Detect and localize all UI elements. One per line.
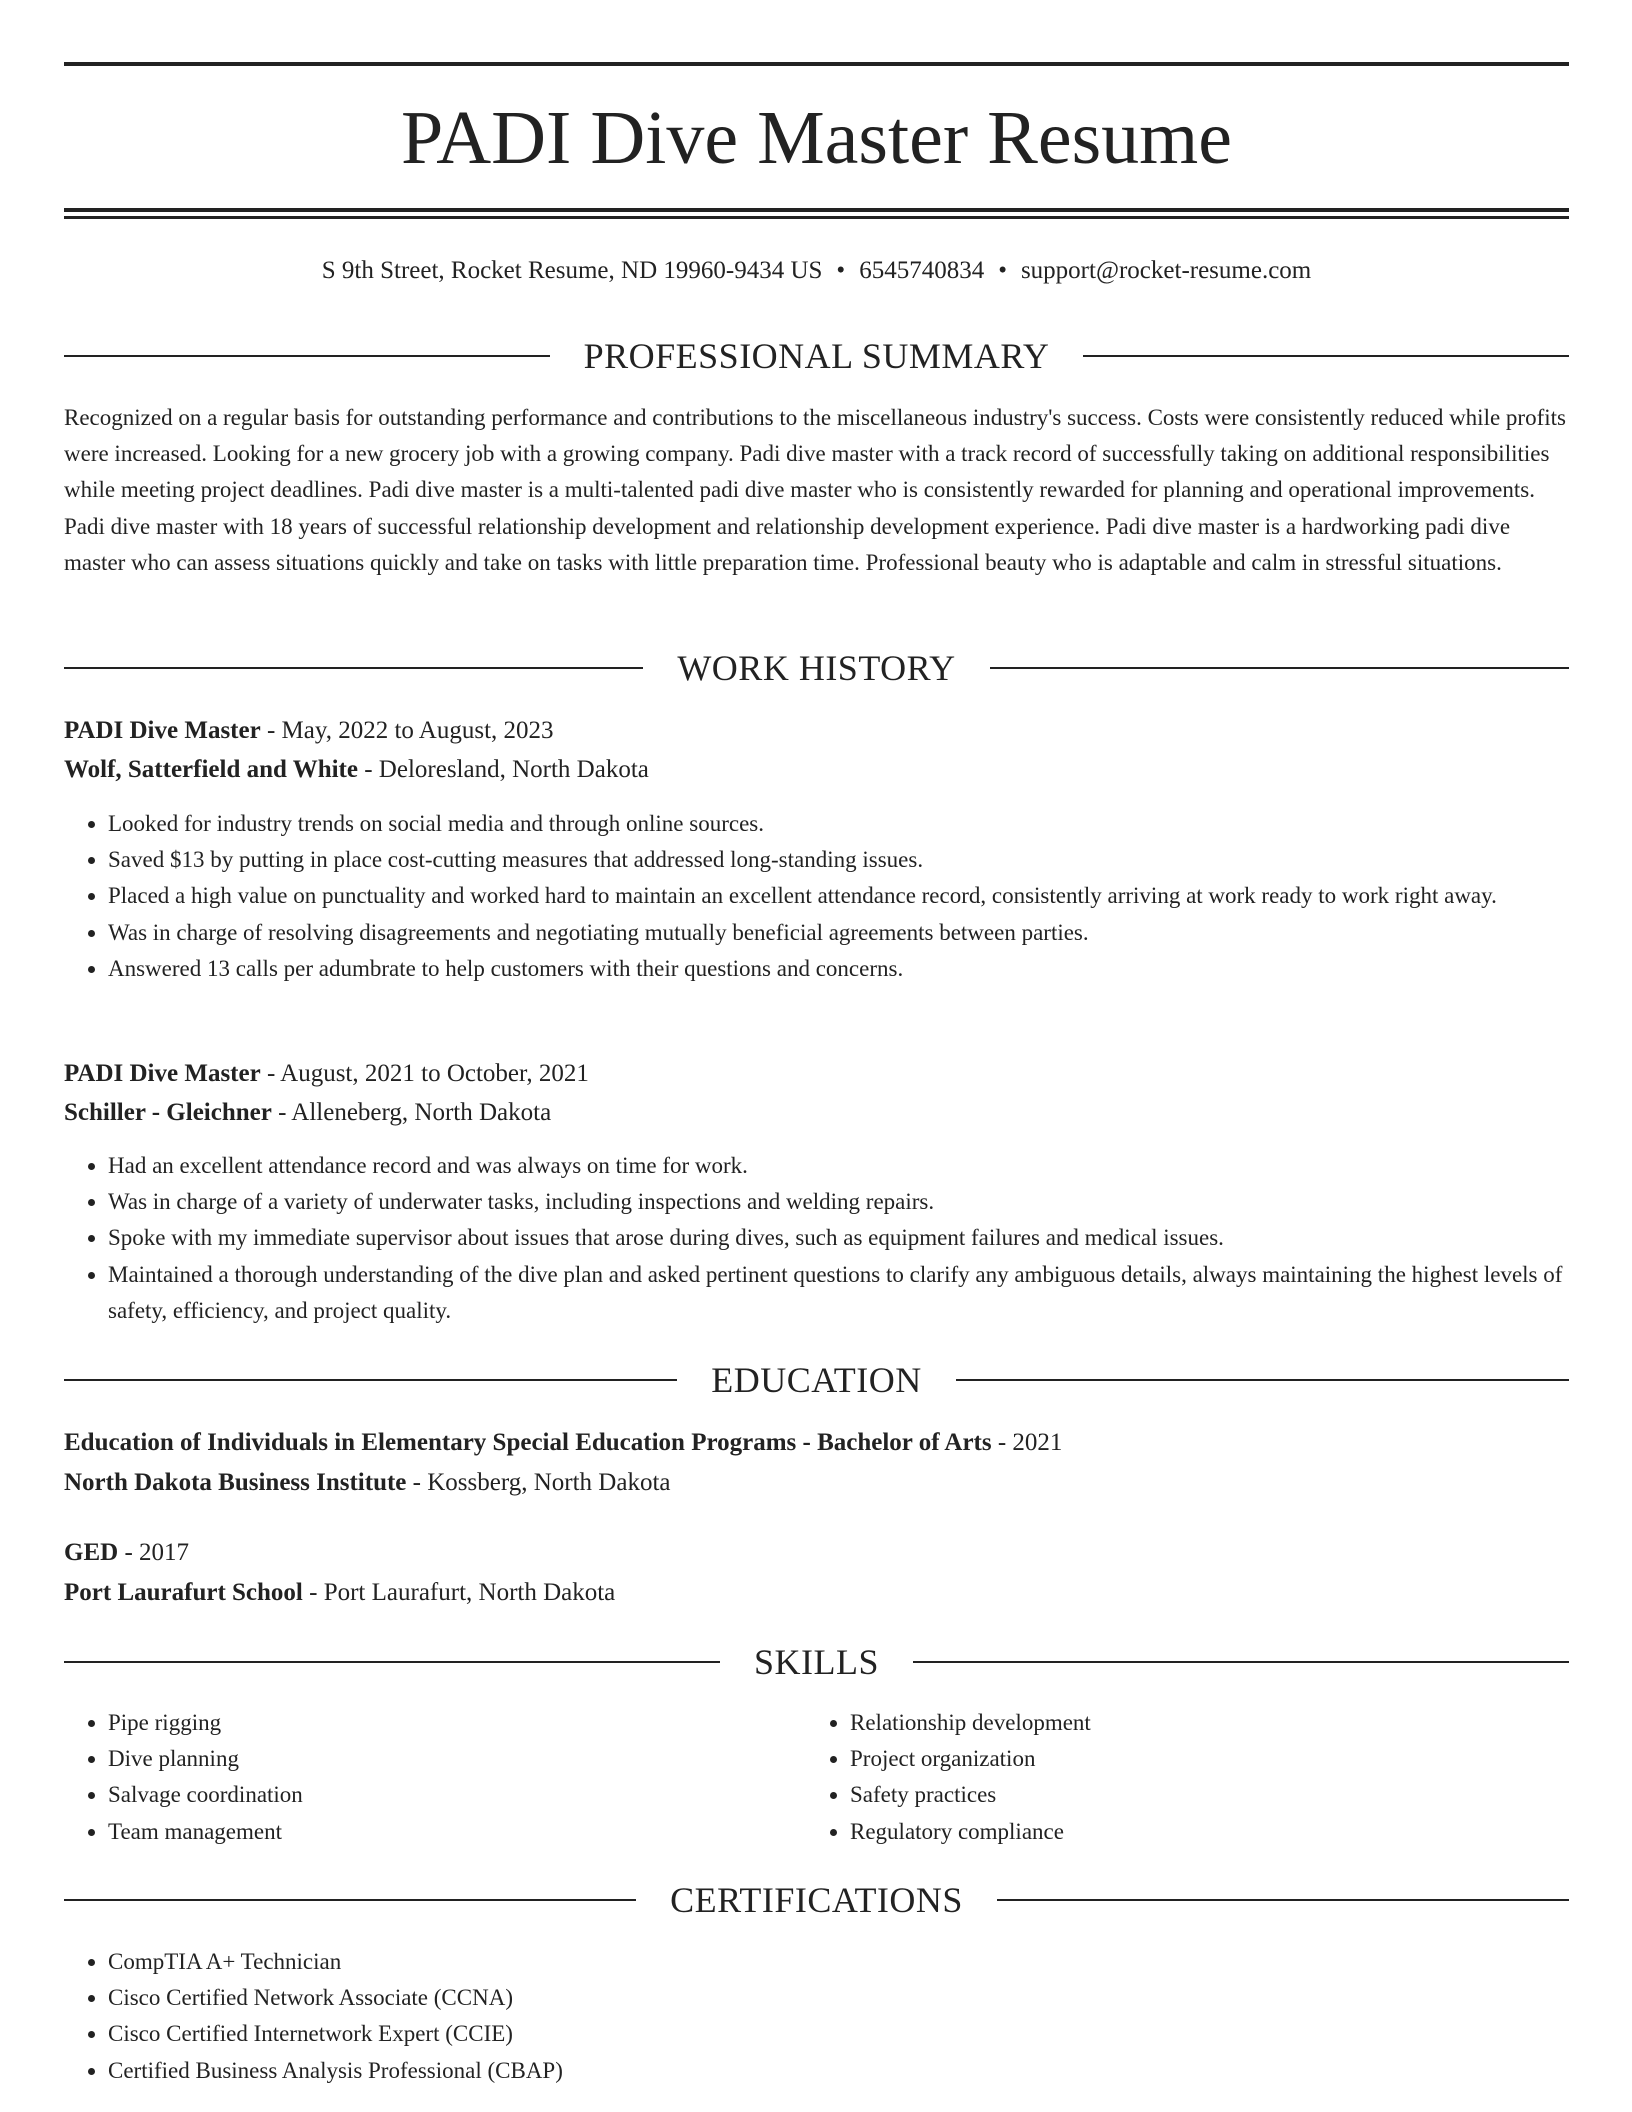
education-school: Port Laurafurt School: [64, 1579, 303, 1606]
list-item: • Was in charge of resolving disagreements and negotiating mutually beneficial agreements between parties.: [108, 915, 1569, 951]
education-school-line: [64, 1576, 1569, 1610]
summary-text: Recognized on a regular basis for outstanding performance and contributions to the miscellaneous industry's success. Costs were consistently reduced while profits were increased. Looking for a new grocery job with a growing company. Padi dive master with a track record of successfully taking on additional responsibilities while meeting project deadlines. Padi dive master is a multi-talented padi dive master who is consistently rewarded for planning and operational improvements. Padi dive master with 18 years of successful relationship development and relationship development experience. Padi dive master is a hardworking padi dive master who can assess situations quickly and take on tasks with little preparation time. Professional beauty who is adaptable and calm in stressful situations.: [64, 405, 1566, 575]
skill-item: • Pipe rigging: [108, 1705, 764, 1741]
job-company-line: [64, 753, 1569, 787]
section-heading-certifications: [64, 1878, 1569, 1922]
certification-item: • CompTIA A+ Technician: [108, 1944, 1569, 1980]
section-rule-left: [64, 1899, 636, 1901]
section-title: WORK HISTORY: [677, 648, 956, 688]
header-double-rule-upper: [64, 208, 1569, 212]
header-double-rule-lower: [64, 216, 1569, 219]
job-company: Wolf, Satterfield and White: [64, 756, 358, 783]
education-degree: Education of Individuals in Elementary Special Education Programs - Bachelor of Arts: [64, 1429, 992, 1456]
list-item: • Placed a high value on punctuality and worked hard to maintain an excellent attendance record, consistently arriving at work ready to work right away.: [108, 878, 1569, 914]
job-title: PADI Dive Master: [64, 717, 261, 744]
section-rule-right: [1083, 355, 1569, 357]
section-rule-left: [64, 1379, 677, 1381]
section-rule-right: [997, 1899, 1569, 1901]
page-title: PADI Dive Master Resume: [401, 96, 1232, 180]
section-rule-right: [990, 667, 1569, 669]
education-school: North Dakota Business Institute: [64, 1469, 407, 1496]
section-heading-education: [64, 1358, 1569, 1402]
section-rule-left: [64, 1661, 720, 1663]
section-title: EDUCATION: [711, 1360, 922, 1400]
list-item: • Had an excellent attendance record and was always on time for work.: [108, 1148, 1569, 1184]
list-item: • Maintained a thorough understanding of the dive plan and asked pertinent questions to clarify any ambiguous details, always maintaining the highest levels of safety, efficiency, and project quality.: [108, 1257, 1569, 1329]
list-item: • Answered 13 calls per adumbrate to help customers with their questions and concerns.: [108, 951, 1569, 987]
education-degree: GED: [64, 1539, 119, 1566]
section-heading-skills: [64, 1640, 1569, 1684]
skill-item: • Regulatory compliance: [850, 1814, 1506, 1850]
job-bullets: [64, 806, 1569, 987]
job-company-line: [64, 1096, 1569, 1130]
education-location: - Port Laurafurt, North Dakota: [302, 1579, 616, 1606]
skill-item: • Project organization: [850, 1741, 1506, 1777]
section-rule-right: [956, 1379, 1569, 1381]
section-title: CERTIFICATIONS: [670, 1880, 963, 1920]
education-year: - 2017: [118, 1539, 190, 1566]
list-item: • Was in charge of a variety of underwater tasks, including inspections and welding repairs.: [108, 1184, 1569, 1220]
job-title: PADI Dive Master: [64, 1060, 261, 1087]
skill-item: • Team management: [108, 1814, 764, 1850]
section-title: PROFESSIONAL SUMMARY: [583, 336, 1050, 376]
skills-list-right: [806, 1705, 1506, 1850]
list-item: • Spoke with my immediate supervisor about issues that arose during dives, such as equipment failures and medical issues.: [108, 1220, 1569, 1256]
education-degree-line: [64, 1536, 1569, 1570]
job-dates: - May, 2022 to August, 2023: [260, 717, 554, 744]
education-degree-line: [64, 1426, 1569, 1460]
header-top-rule: [64, 62, 1569, 66]
education-location: - Kossberg, North Dakota: [406, 1469, 671, 1496]
certification-item: • Cisco Certified Network Associate (CCNA): [108, 1980, 1569, 2016]
certifications-list: [64, 1944, 1569, 2089]
job-title-line: [64, 1057, 1569, 1091]
list-item: • Looked for industry trends on social media and through online sources.: [108, 806, 1569, 842]
section-heading-summary: [64, 334, 1569, 378]
section-heading-work-history: [64, 646, 1569, 690]
job-location: - Deloresland, North Dakota: [357, 756, 649, 783]
section-rule-left: [64, 667, 643, 669]
skill-item: • Relationship development: [850, 1705, 1506, 1741]
education-year: - 2021: [991, 1429, 1063, 1456]
contact-line: [64, 254, 1569, 288]
contact-email: support@rocket-resume.com: [1020, 257, 1312, 284]
certification-item: • Cisco Certified Internetwork Expert (CCIE): [108, 2016, 1569, 2052]
section-rule-left: [64, 355, 550, 357]
certification-item: • Certified Business Analysis Professional (CBAP): [108, 2053, 1569, 2089]
job-bullets: [64, 1148, 1569, 1329]
education-school-line: [64, 1466, 1569, 1500]
contact-phone: 6545740834: [859, 257, 985, 284]
skill-item: • Salvage coordination: [108, 1777, 764, 1813]
job-title-line: [64, 714, 1569, 748]
skill-item: • Safety practices: [850, 1777, 1506, 1813]
contact-separator: •: [998, 257, 1007, 284]
list-item: • Saved $13 by putting in place cost-cutting measures that addressed long-standing issues.: [108, 842, 1569, 878]
job-company: Schiller - Gleichner: [64, 1099, 272, 1126]
skill-item: • Dive planning: [108, 1741, 764, 1777]
section-title: SKILLS: [754, 1642, 880, 1682]
job-dates: - August, 2021 to October, 2021: [260, 1060, 589, 1087]
skills-list-left: [64, 1705, 764, 1850]
contact-address: S 9th Street, Rocket Resume, ND 19960-9434 US: [321, 257, 823, 284]
contact-separator: •: [836, 257, 846, 284]
job-location: - Alleneberg, North Dakota: [271, 1099, 552, 1126]
section-rule-right: [913, 1661, 1569, 1663]
